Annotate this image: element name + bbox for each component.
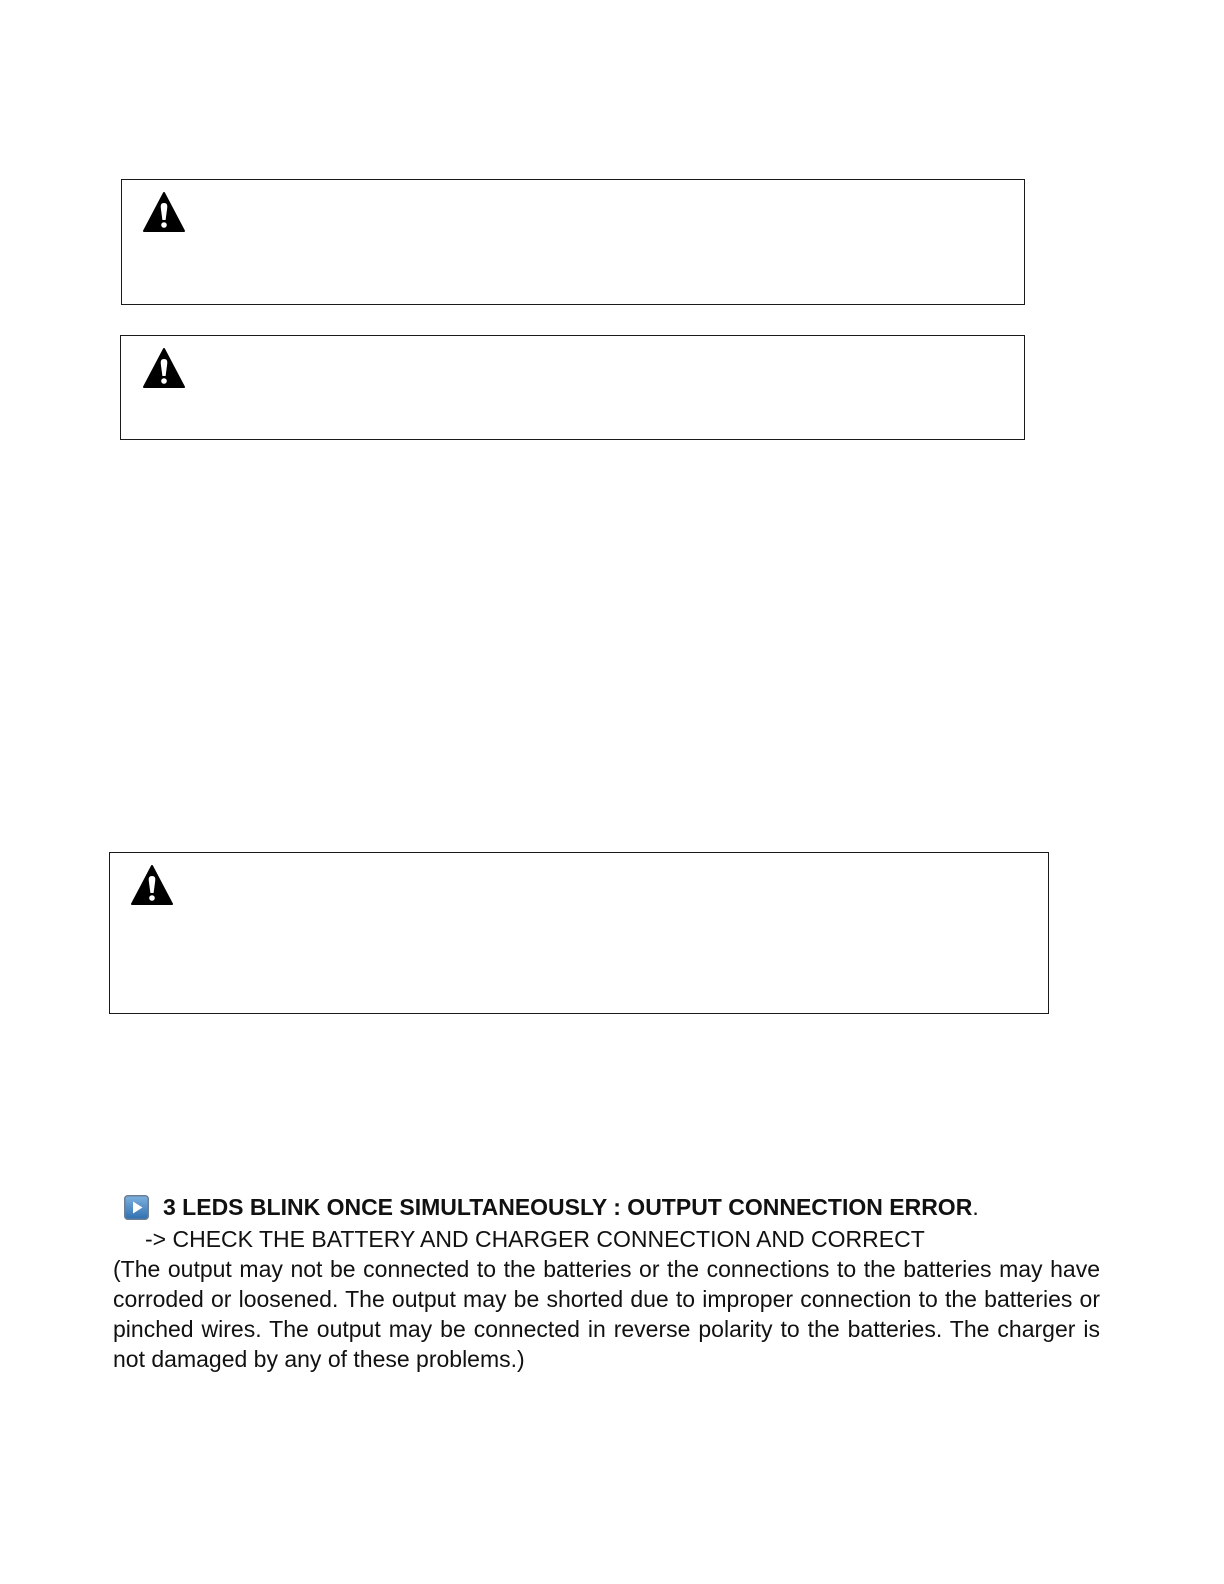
status-explanation: (The output may not be connected to the batteries or the connections to the batteries may have corroded or loosened. The output may be shorted due to improper connection to the batteries or pinched wires. The output may be connected in reverse polarity to the batteries. The charger is not damaged by any of these problems.): [113, 1256, 1100, 1372]
led-status-section: [113, 1192, 1100, 1374]
warning-box-2: [120, 335, 1025, 440]
warning-triangle-icon: [142, 191, 186, 233]
warning-box-1: [121, 179, 1025, 305]
warning-triangle-icon: [130, 864, 174, 906]
status-heading: [113, 1192, 1100, 1222]
warning-box-3: [109, 852, 1049, 1014]
play-button-icon: [124, 1195, 149, 1220]
status-heading-text: 3 LEDS BLINK ONCE SIMULTANEOUSLY : OUTPUT CONNECTION ERROR: [163, 1193, 973, 1220]
warning-triangle-icon: [142, 347, 186, 389]
status-heading-period: .: [972, 1193, 979, 1220]
status-action: -> CHECK THE BATTERY AND CHARGER CONNECTION AND CORRECT: [145, 1226, 925, 1252]
